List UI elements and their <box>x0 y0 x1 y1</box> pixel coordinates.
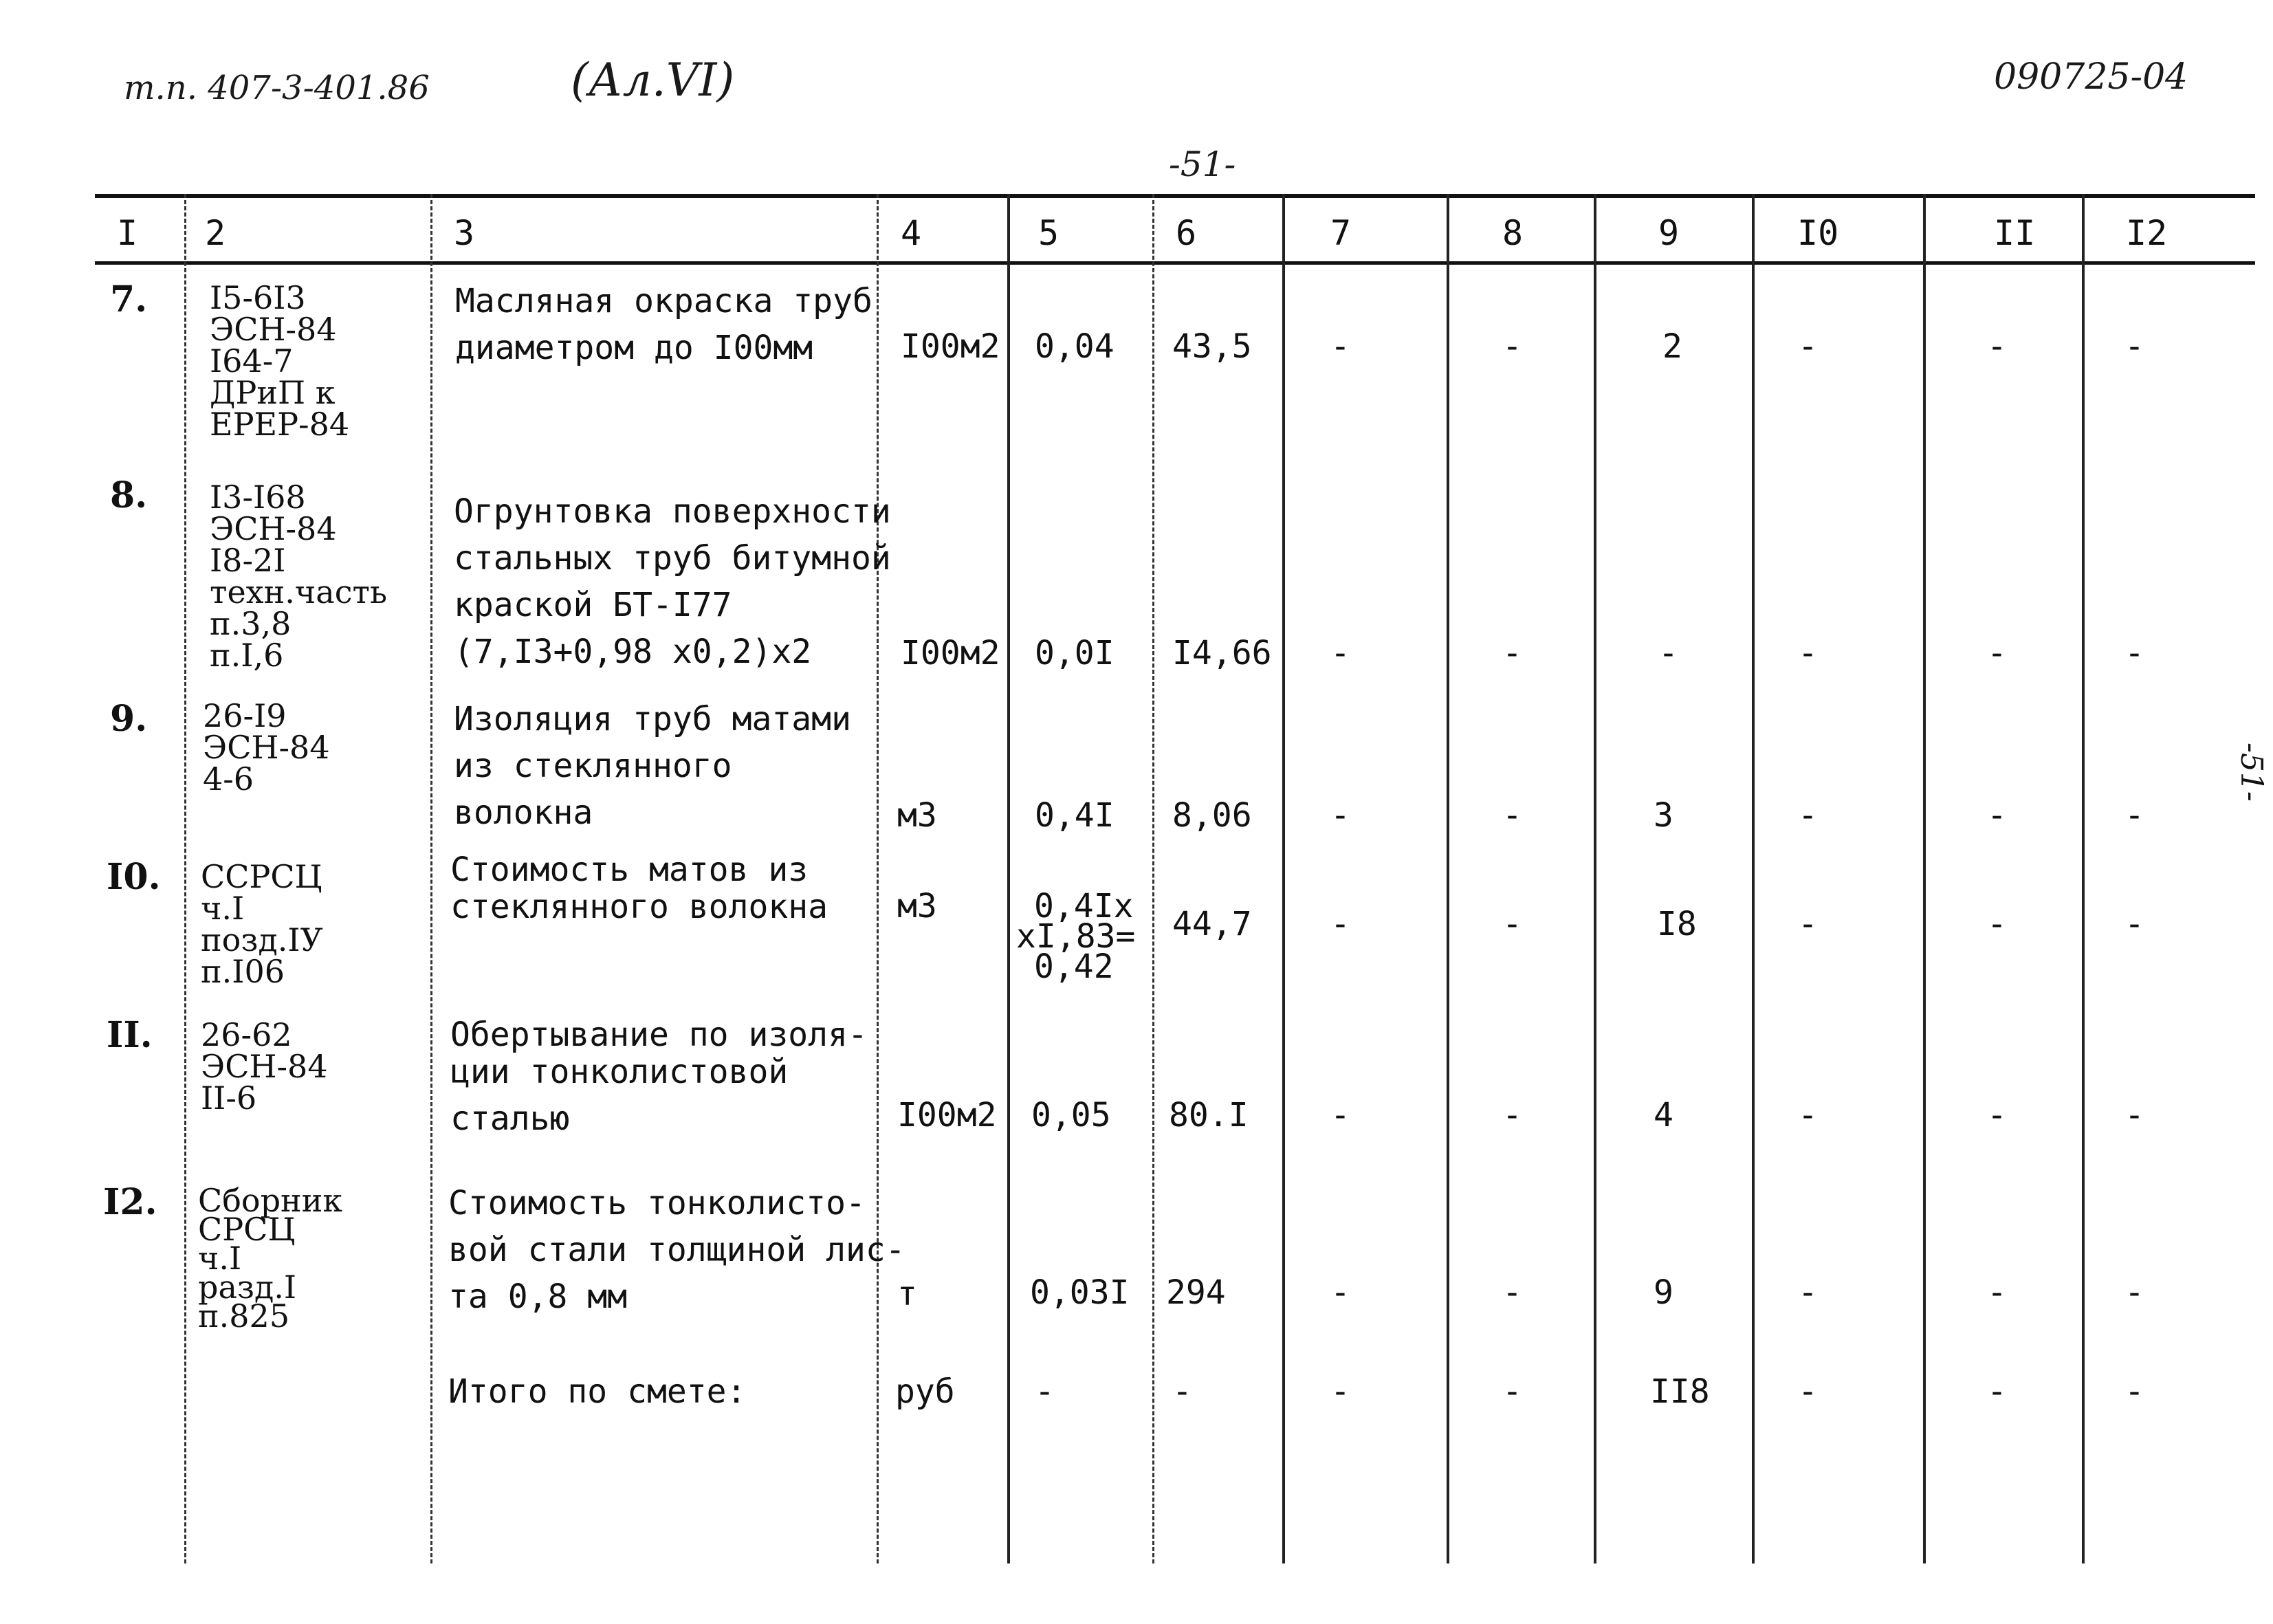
norm-code: 26-62 ЭСН-84 II-6 <box>201 1016 328 1117</box>
total-col7: - <box>1330 1372 1350 1411</box>
work-description: Стоимость тонколисто- вой стали толщиной лис- та 0,8 мм <box>448 1184 905 1316</box>
col8-value: - <box>1502 634 1522 672</box>
page-number: -51- <box>1169 144 1236 184</box>
col7-value: - <box>1330 905 1350 943</box>
col12-value: - <box>2124 1273 2144 1312</box>
norm-code: ССРСЦ ч.I позд.IУ п.I06 <box>201 858 323 990</box>
column-divider <box>1282 194 1285 1563</box>
col7-value: - <box>1330 1273 1350 1312</box>
unit: I00м2 <box>901 634 1000 672</box>
column-divider <box>1447 194 1449 1563</box>
work-description: Изоляция труб матами из стеклянного волокна <box>454 700 851 832</box>
col9-value: 4 <box>1654 1096 1673 1134</box>
col7-value: - <box>1330 634 1350 672</box>
column-header: I2 <box>2126 213 2168 253</box>
total-label: Итого по смете: <box>448 1372 747 1411</box>
col10-value: - <box>1798 796 1818 835</box>
col11-value: - <box>1987 327 2007 366</box>
column-divider <box>184 194 186 1563</box>
column-divider <box>877 194 879 1563</box>
work-description: Масляная окраска труб диаметром до I00мм <box>455 282 872 367</box>
album-mark: (Ал.VI) <box>571 54 735 107</box>
col9-value: I8 <box>1657 905 1697 943</box>
col10-value: - <box>1798 634 1818 672</box>
total-col10: - <box>1798 1372 1818 1411</box>
column-divider <box>430 194 432 1563</box>
row-number: I2. <box>103 1181 157 1223</box>
unit: м3 <box>897 796 937 835</box>
quantity: 0,03I <box>1030 1273 1130 1312</box>
total-col11: - <box>1987 1372 2007 1411</box>
col6-value: 43,5 <box>1172 327 1252 366</box>
col11-value: - <box>1987 634 2007 672</box>
col6-value: 44,7 <box>1172 905 1252 943</box>
quantity: 0,05 <box>1031 1096 1111 1134</box>
col11-value: - <box>1987 1273 2007 1312</box>
col10-value: - <box>1798 327 1818 366</box>
row-number: I0. <box>107 856 161 898</box>
col8-value: - <box>1502 796 1522 835</box>
col11-value: - <box>1987 796 2007 835</box>
archive-number: 090725-04 <box>1994 56 2188 98</box>
col12-value: - <box>2124 634 2144 672</box>
norm-code: Сборник СРСЦ ч.I разд.I п.825 <box>198 1182 343 1335</box>
column-divider <box>2082 194 2085 1563</box>
column-header: 2 <box>205 213 226 253</box>
work-description: Огрунтовка поверхности стальных труб битумной краской БТ-I77 (7,I3+0,98 x0,2)x2 <box>454 492 891 671</box>
column-header: 7 <box>1330 213 1352 253</box>
doc-reference: т.п. 407-3-401.86 <box>124 69 430 107</box>
col10-value: - <box>1798 1096 1818 1134</box>
col8-value: - <box>1502 1273 1522 1312</box>
col8-value: - <box>1502 905 1522 943</box>
quantity: 0,0I <box>1035 634 1114 672</box>
col7-value: - <box>1330 796 1350 835</box>
unit: т <box>897 1275 917 1313</box>
unit: м3 <box>897 887 937 925</box>
col7-value: - <box>1330 327 1350 366</box>
total-col12: - <box>2124 1372 2144 1411</box>
total-col9: II8 <box>1650 1372 1710 1411</box>
column-header: 8 <box>1502 213 1524 253</box>
row-number: 9. <box>110 698 148 740</box>
total-col8: - <box>1502 1372 1522 1411</box>
unit: I00м2 <box>897 1096 997 1134</box>
col9-value: 9 <box>1654 1273 1673 1312</box>
col9-value: 2 <box>1662 327 1682 366</box>
unit: I00м2 <box>901 327 1000 366</box>
column-divider <box>1594 194 1596 1563</box>
col12-value: - <box>2124 905 2144 943</box>
col9-value: - <box>1658 634 1678 672</box>
col10-value: - <box>1798 1273 1818 1312</box>
col12-value: - <box>2124 1096 2144 1134</box>
total-col5: - <box>1035 1372 1055 1411</box>
column-header: 4 <box>901 213 922 253</box>
norm-code: I3-I68 ЭСН-84 I8-2I техн.часть п.3,8 п.I,6 <box>210 479 387 674</box>
table-header-rule <box>95 261 2255 265</box>
work-description: Стоимость матов из стеклянного волокна <box>450 851 828 926</box>
col8-value: - <box>1502 1096 1522 1134</box>
col8-value: - <box>1502 327 1522 366</box>
col6-value: 8,06 <box>1172 796 1252 835</box>
column-header: 6 <box>1176 213 1197 253</box>
column-divider <box>1152 194 1154 1563</box>
row-number: II. <box>107 1014 153 1056</box>
col10-value: - <box>1798 905 1818 943</box>
table-top-rule <box>95 194 2255 198</box>
col11-value: - <box>1987 1096 2007 1134</box>
col9-value: 3 <box>1654 796 1673 835</box>
column-header: I <box>117 213 138 253</box>
col6-value: I4,66 <box>1172 634 1272 672</box>
quantity: 0,4Ix xI,83= 0,42 <box>1016 887 1136 986</box>
side-page-number: -51- <box>2234 743 2269 802</box>
column-header: 3 <box>454 213 475 253</box>
norm-code: I5-6I3 ЭСН-84 I64-7 ДРиП к ЕРЕР-84 <box>210 279 350 443</box>
quantity: 0,04 <box>1035 327 1114 366</box>
work-description: Обертывание по изоля- ции тонколистовой сталью <box>450 1016 868 1138</box>
column-header: II <box>1994 213 2036 253</box>
col6-value: 80.I <box>1169 1096 1249 1134</box>
column-divider <box>1007 194 1010 1563</box>
row-number: 8. <box>110 474 148 516</box>
total-unit: руб <box>895 1372 955 1411</box>
norm-code: 26-I9 ЭСН-84 4-6 <box>203 697 330 798</box>
col6-value: 294 <box>1166 1273 1226 1312</box>
quantity: 0,4I <box>1035 796 1114 835</box>
row-number: 7. <box>110 278 148 320</box>
col12-value: - <box>2124 796 2144 835</box>
total-col6: - <box>1172 1372 1192 1411</box>
column-header: I0 <box>1797 213 1839 253</box>
column-header: 5 <box>1038 213 1059 253</box>
col7-value: - <box>1330 1096 1350 1134</box>
column-divider <box>1923 194 1926 1563</box>
column-header: 9 <box>1658 213 1680 253</box>
col12-value: - <box>2124 327 2144 366</box>
column-divider <box>1752 194 1755 1563</box>
col11-value: - <box>1987 905 2007 943</box>
